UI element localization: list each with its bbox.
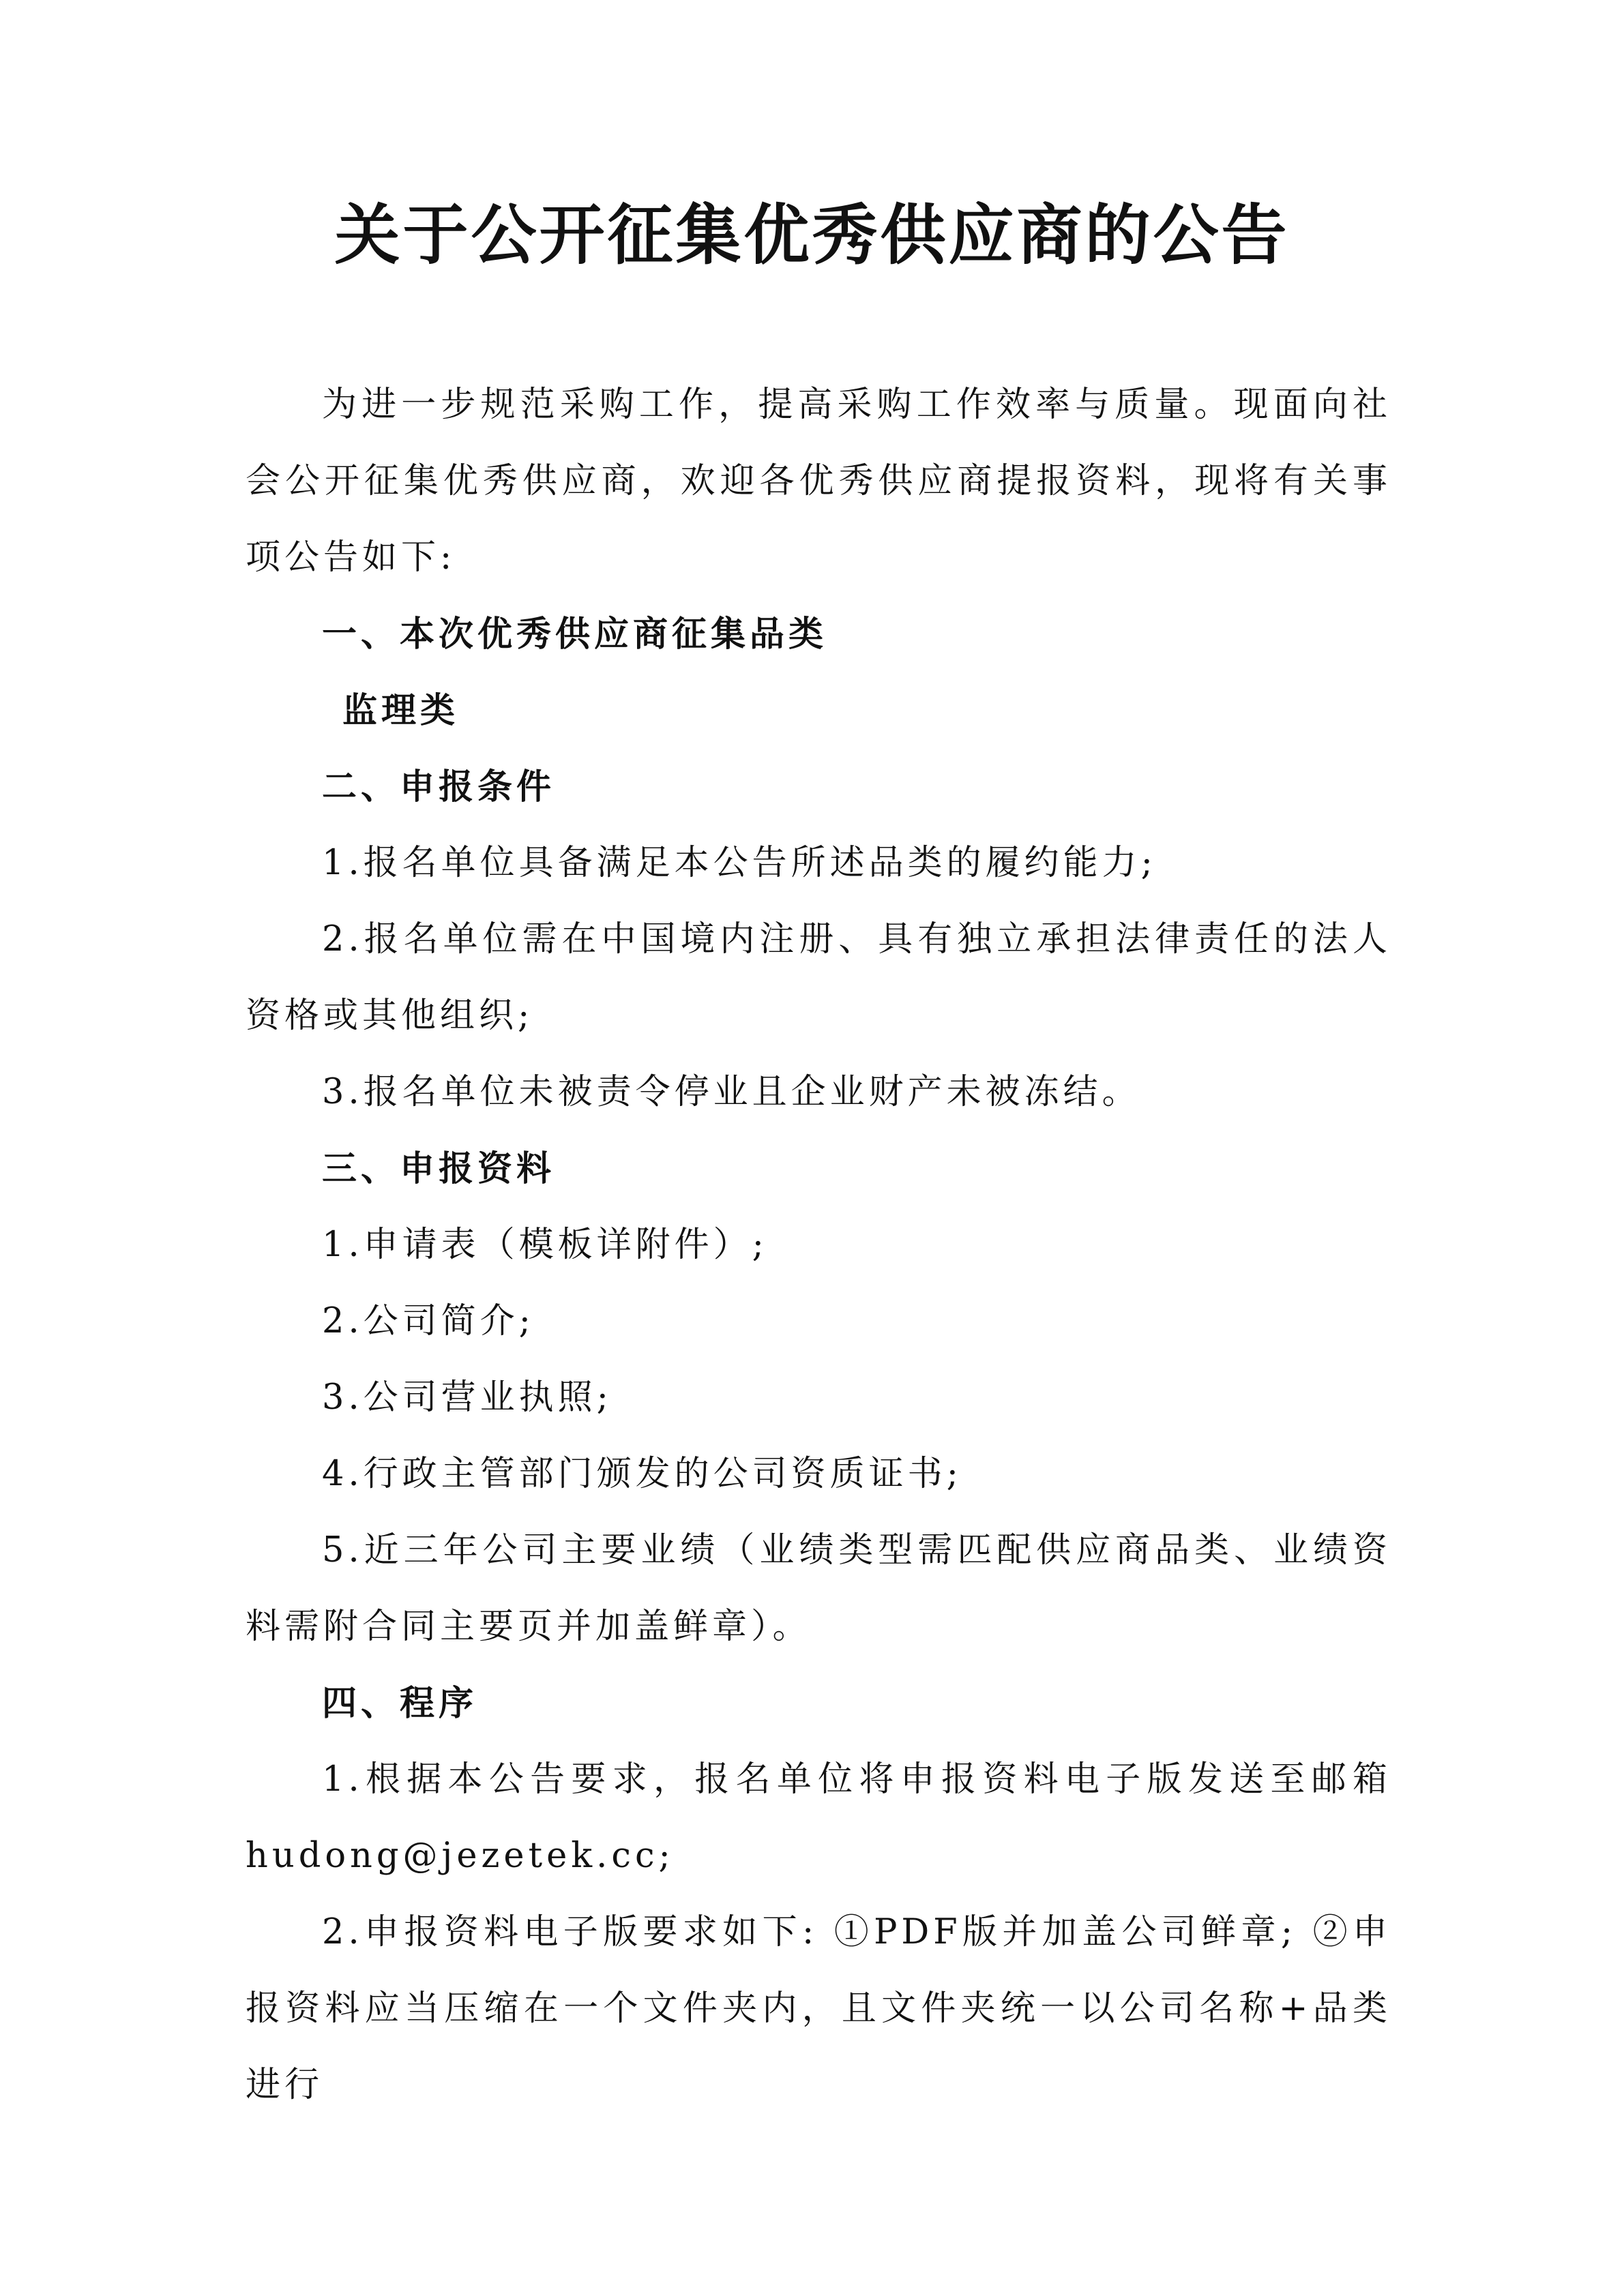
document-title: 关于公开征集优秀供应商的公告 bbox=[334, 196, 1290, 273]
section4-item-1: 1.根据本公告要求，报名单位将申报资料电子版发送至邮箱 hudong@jezetek.cc; bbox=[246, 1759, 1391, 1876]
section2-item-3: 3.报名单位未被责令停业且企业财产未被冻结。 bbox=[322, 1072, 1141, 1112]
section1-item: 监理类 bbox=[342, 690, 460, 731]
section3-item-5: 5.近三年公司主要业绩（业绩类型需匹配供应商品类、业绩资料需附合同主要页并加盖鲜章）。 bbox=[246, 1530, 1391, 1647]
section1-heading: 一、本次优秀供应商征集品类 bbox=[322, 614, 828, 655]
section3-item-3: 3.公司营业执照; bbox=[322, 1377, 612, 1418]
section3-item-1: 1.申请表（模板详附件）; bbox=[322, 1225, 768, 1265]
section2-item-1: 1.报名单位具备满足本公告所述品类的履约能力; bbox=[322, 843, 1157, 883]
document-body bbox=[246, 367, 1391, 2123]
intro-paragraph: 为进一步规范采购工作，提高采购工作效率与质量。现面向社会公开征集优秀供应商，欢迎各优秀供应商提报资料，现将有关事项公告如下: bbox=[246, 385, 1391, 578]
section3-heading: 三、申报资料 bbox=[322, 1148, 556, 1189]
section4-heading: 四、程序 bbox=[322, 1683, 478, 1724]
section3-item-2: 2.公司简介; bbox=[322, 1301, 535, 1341]
section2-heading: 二、申报条件 bbox=[322, 766, 556, 807]
section3-item-4: 4.行政主管部门颁发的公司资质证书; bbox=[322, 1454, 962, 1494]
section2-item-2: 2.报名单位需在中国境内注册、具有独立承担法律责任的法人资格或其他组织; bbox=[246, 919, 1391, 1036]
section4-item-2: 2.申报资料电子版要求如下: ①PDF版并加盖公司鲜章; ②申报资料应当压缩在一个文件夹内，且文件夹统一以公司名称+品类进行 bbox=[246, 1912, 1391, 2105]
